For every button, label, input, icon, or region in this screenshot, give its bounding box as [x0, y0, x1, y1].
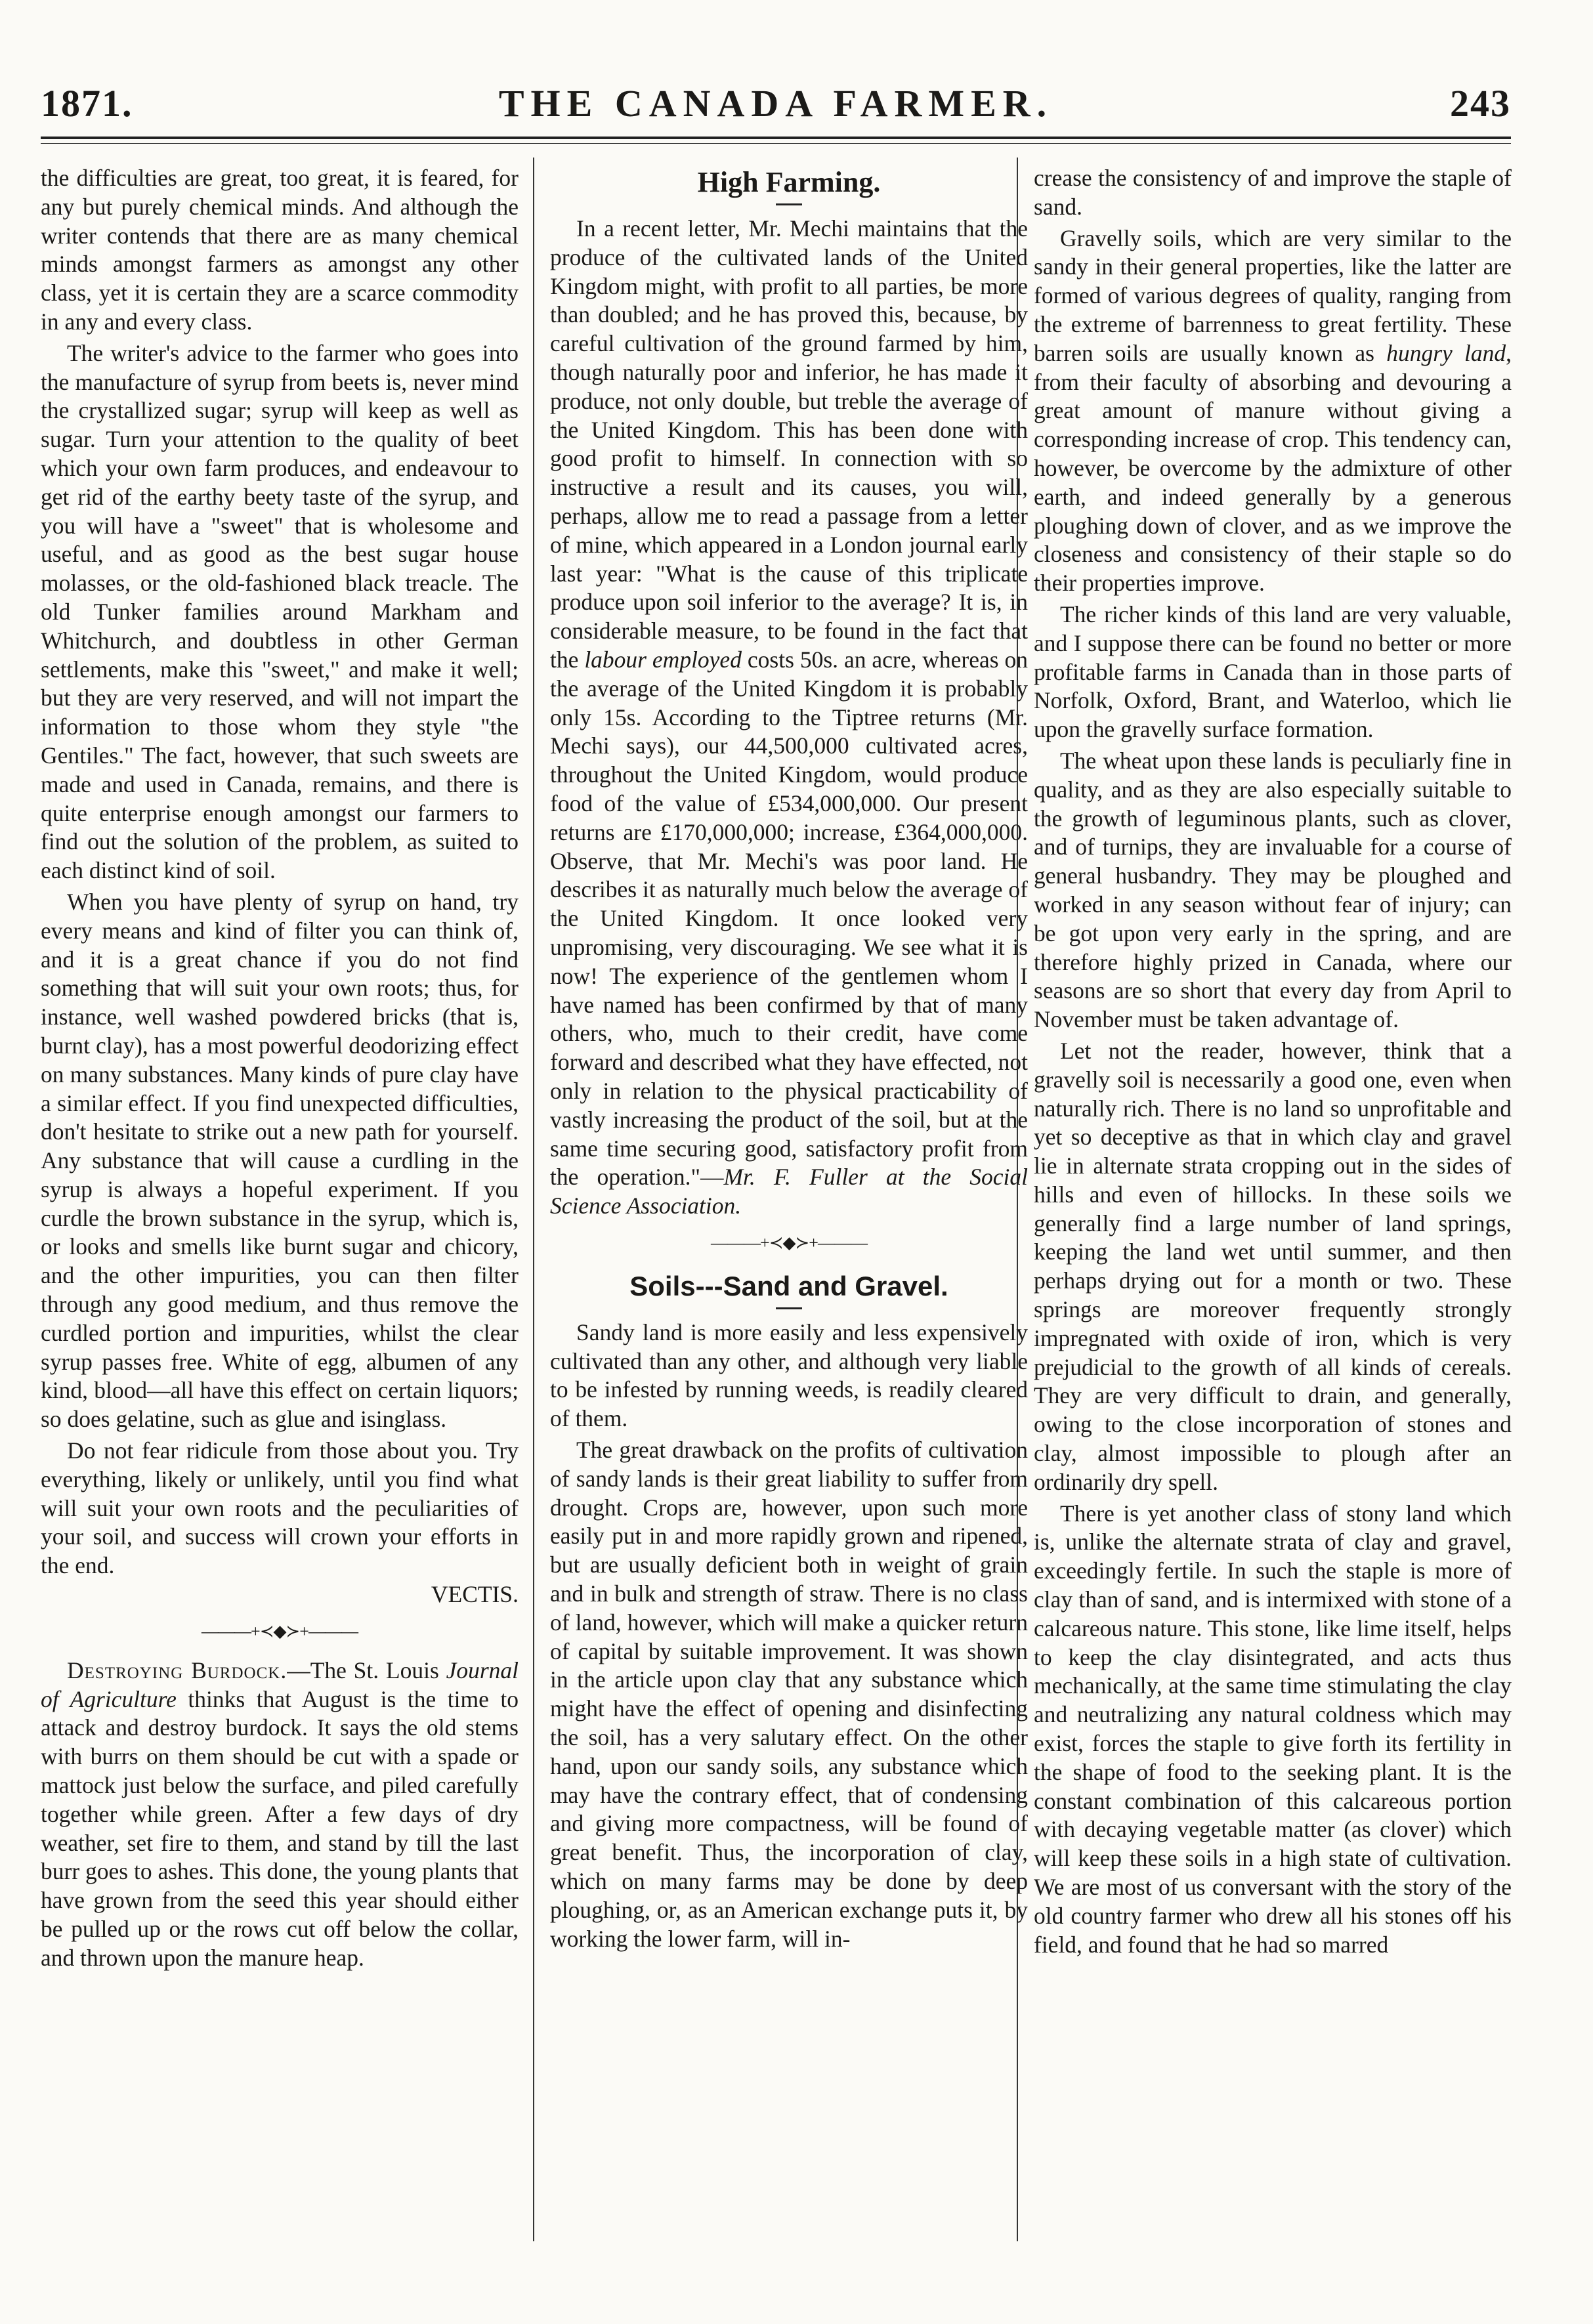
hf-text-b: costs 50s. an acre, whereas on the average of the United Kingdom it is probably only 15s. According to the Tiptree returns (Mr. Mechi says), our 44,500,000 cultivated acres, throughout the United Kingdom, would produce food of the value of £534,000,000. Our present returns are £170,000,000; increase, £364,000,000. Observe, that Mr. Mechi's was poor land. He describes it as naturally much below the average of the United Kingdom. It once looked very unpromising, very discouraging. We see what it is now! The experience of the gentlemen whom I have named has been confirmed by that of many others, who, much to their credit, have come forward and described what they have effected, not only in relation to the physical practicability of vastly increasing the product of the soil, but at the same time securing good, satisfactory profit from the operation."—: [550, 646, 1028, 1191]
masthead-rule-thick: [41, 137, 1511, 139]
paragraph: crease the consistency of and improve the staple of sand.: [1034, 165, 1512, 220]
paragraph: Do not fear ridicule from those about you. Try everything, likely or unlikely, until you find what will suit your own roots and the peculiarities of your soil, and success will crown your efforts in the end.: [41, 1437, 519, 1579]
column-3: [1034, 164, 1512, 1959]
p2-text-a: Gravelly soils, which are very similar to the sandy in their general properties, like the latter are formed of various degrees of quality, ranging from the extreme of barrenness to great fertility. These barren soils are usually known as: [1034, 224, 1512, 366]
issue-year: 1871.: [41, 82, 133, 125]
column-divider: [533, 158, 534, 2241]
burdock-text: thinks that August is the time to attack and destroy burdock. It says the old stems with burrs on them should be cut with a spade or mattock just below the surface, and piled carefully together while green. After a few days of dry weather, set fire to them, and stand by till the last burr goes to ashes. This done, the young plants that have grown from the seed this year should either be pulled up or the rows cut off below the collar, and thrown upon the manure heap.: [41, 1685, 519, 1971]
column-1: [41, 164, 519, 1973]
article-heading: High Farming.: [697, 166, 881, 198]
heading-rule: [776, 203, 802, 205]
high-farming-paragraph: [550, 215, 1028, 1221]
hf-italic: labour employed: [584, 646, 742, 673]
journal-name: Journal of Agriculture: [41, 1657, 519, 1712]
masthead-rule-thin: [41, 143, 1511, 144]
section-divider-ornament: ———+≺◆≻+———: [711, 1233, 867, 1252]
article-signature: VECTIS.: [431, 1581, 519, 1608]
publication-title: THE CANADA FARMER.: [498, 82, 1053, 125]
burdock-intro: —The St. Louis: [287, 1657, 439, 1683]
paragraph: When you have plenty of syrup on hand, try every means and kind of filter you can think of, and it is a great chance if you do not find something that will suit your own roots; thus, for instance, well washed powdered bricks (that is, burnt clay), has a most powerful deodorizing effect on many substances. Many kinds of pure clay have a similar effect. If you find unexpected difficulties, don't hesitate to strike out a new path for yourself. Any substance that will cause a curdling in the syrup is always a hopeful experiment. If you curdle the brown substance in the syrup, which is, or looks and smells like burnt sugar and chicory, and the other impurities, you can then filter through any good medium, and thus remove the curdled portion and impurities, whilst the clear syrup passes free. White of egg, albumen of any kind, blood—all have this effect on certain liquors; so does gelatine, such as glue and isinglass.: [41, 888, 519, 1433]
masthead: [41, 77, 1511, 130]
hf-text-a: In a recent letter, Mr. Mechi maintains that the produce of the cultivated lands of the United Kingdom might, with profit to all parties, be more than doubled; and he has proved this, because, by careful cultivation of the ground farmed by him, though naturally poor and inferior, he has made it produce, not only double, but treble the average of the United Kingdom. This has been done with good profit to himself. In connection with so instructive a result and its causes, you will, perhaps, allow me to read a passage from a letter of mine, which appeared in a London journal early last year: "What is the cause of this triplicate produce upon soil inferior to the average? It is, in considerable measure, to be found in the fact that the: [550, 215, 1028, 673]
paragraph: The richer kinds of this land are very valuable, and I suppose there can be found no better or more profitable farms in Canada than in those parts of Norfolk, Oxford, Brant, and Waterloo, which lie upon the gravelly surface formation.: [1034, 601, 1512, 743]
p2-italic: hungry land: [1386, 339, 1506, 366]
section-divider-ornament: ———+≺◆≻+———: [202, 1621, 358, 1641]
paragraph: The great drawback on the profits of cultivation of sandy lands is their great liability to suffer from drought. Crops are, however, upon such more easily put in and more rapidly grown and ripened, but are usually deficient both in weight of grain and in bulk and strength of straw. There is no class of land, however, which will make a quicker return of capital by suitable improvement. It was shown in the article upon clay that any substance which might have the effect of opening and disinfecting the soil, has a very salutary effect. On the other hand, upon our sandy soils, any substance which may have the contrary effect, that of condensing and giving more compactness, will be found of great benefit. Thus, the incorporation of clay, which on many farms may be done by deep ploughing, or, as an American exchange puts it, by working the lower farm, will in-: [550, 1437, 1028, 1952]
paragraph: the difficulties are great, too great, it is feared, for any but purely chemical minds. And although the writer contends that there are as many chemical minds amongst farmers as amongst any other class, yet it is certain they are a scarce commodity in any and every class.: [41, 165, 519, 335]
hf-credit: Mr. F. Fuller at the Social Science Association.: [550, 1164, 1028, 1219]
page-number: 243: [1450, 82, 1511, 125]
burdock-heading: Destroying Burdock.: [67, 1657, 287, 1683]
paragraph: Sandy land is more easily and less expensively cultivated than any other, and although very liable to be infested by running weeds, is readily cleared of them.: [550, 1319, 1028, 1432]
column-2: [550, 164, 1028, 1953]
paragraph: There is yet another class of stony land which is, unlike the alternate strata of clay and gravel, exceedingly fertile. In such the staple is more of clay than of sand, and is intermixed with stone of a calcareous nature. This stone, like lime itself, helps to keep the clay disintegrated, and acts thus mechanically, at the same time stimulating the clay and neutralizing any natural coldness which may exist, forces the staple to give forth its fertility in the shape of food to the seeking plant. It is the constant combination of this calcareous portion with decaying vegetable matter (as clover) which will keep these soils in a high state of cultivation. We are most of us conversant with the story of the old country farmer who drew all his stones off his field, and found that he had so marred: [1034, 1500, 1512, 1958]
paragraph: The wheat upon these lands is peculiarly fine in quality, and as they are also especially suitable to the growth of leguminous plants, such as clover, and of turnips, they are invaluable for a course of general husbandry. They may be ploughed and worked in any season without fear of injury; can be got upon very early in the spring, and are therefore highly prized in Canada, where our seasons are so short that every day from April to November must be taken advantage of.: [1034, 747, 1512, 1033]
burdock-paragraph: [41, 1657, 519, 1973]
paragraph: The writer's advice to the farmer who goes into the manufacture of syrup from beets is, never mind the crystallized sugar; syrup will keep as well as sugar. Turn your attention to the quality of beet which your own farm produces, and endeavour to get rid of the earthy beety taste of the syrup, and you will have a "sweet" that is wholesome and useful, and as good as the best sugar house molasses, or the old-fashioned black treacle. The old Tunker families around Markham and Whitchurch, and doubtless in other German settlements, make this "sweet," and make it well; but they are very reserved, and will not impart the information to those whom they style "the Gentiles." The fact, however, that such sweets are made and used in Canada, remains, and there is quite enterprise enough amongst our farmers to find out the solution of the problem, as suited to each distinct kind of soil.: [41, 339, 519, 884]
gravelly-paragraph: [1034, 224, 1512, 598]
article-heading: Soils---Sand and Gravel.: [629, 1270, 948, 1301]
heading-rule: [776, 1307, 802, 1309]
paragraph: Let not the reader, however, think that a gravelly soil is necessarily a good one, even when naturally rich. There is no land so unprofitable and yet so deceptive as that in which clay and gravel lie in alternate strata cropping out in the sides of hills and even of hillocks. In these soils we generally find a large number of land springs, keeping the land wet until summer, and then perhaps drying out for a month or two. These springs are moreover frequently strongly impregnated with oxide of iron, which is very prejudicial to the growth of all kinds of cereals. They are very difficult to drain, and generally, owing to the close incorporation of stones and clay, almost impossible to plough after an ordinarily dry spell.: [1034, 1037, 1512, 1495]
p2-text-b: , from their faculty of absorbing and devouring a great amount of manure without giving a corresponding increase of crop. This tendency can, however, be overcome by the admixture of other earth, and indeed generally by a generous ploughing down of clover, and as we improve the closeness and consistency of their staple so do their properties improve.: [1034, 339, 1512, 597]
